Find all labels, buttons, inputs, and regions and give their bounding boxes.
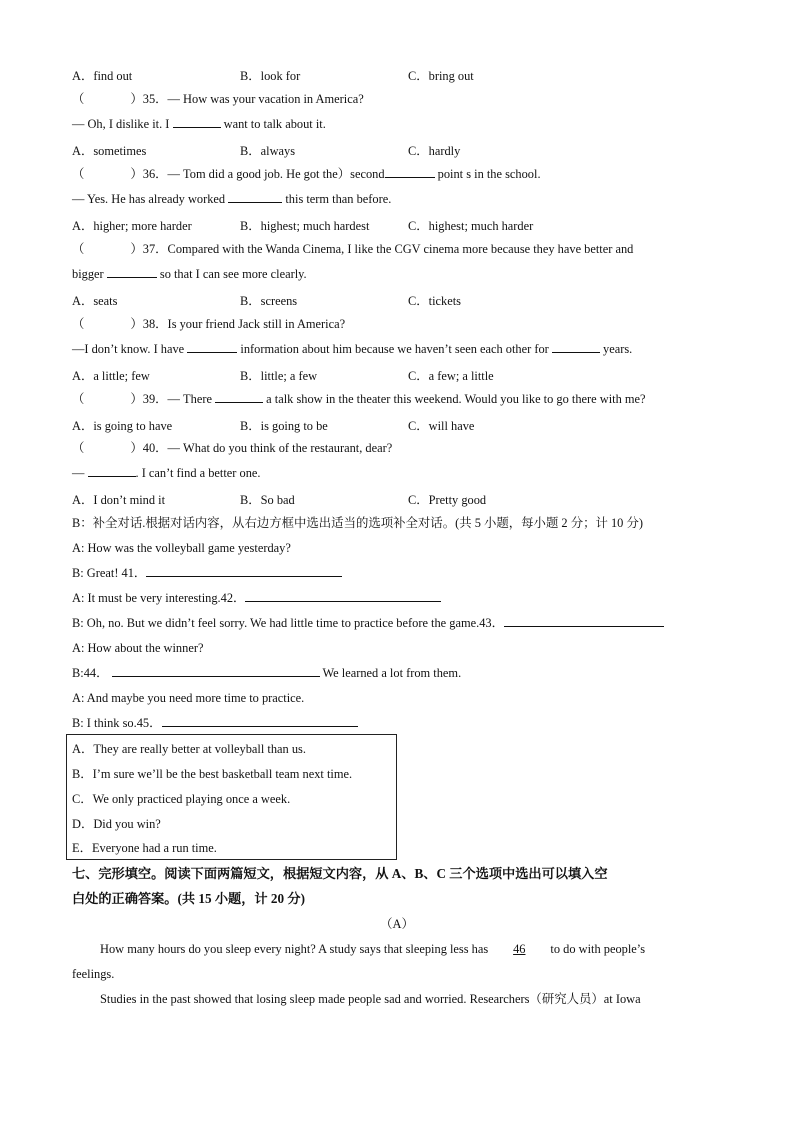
dialogue-line: A: And maybe you need more time to practice.: [72, 691, 305, 705]
option-b: B．highest; much hardest: [240, 219, 370, 233]
option-c: C．tickets: [408, 294, 461, 308]
box-option-a: A．They are really better at volleyball than us.: [72, 742, 306, 756]
option-c: C．highest; much harder: [408, 219, 534, 233]
option-b: B．always: [240, 144, 296, 158]
option-a: A．sometimes: [72, 144, 147, 158]
passage-label: （A）: [380, 917, 414, 931]
option-b: B．little; a few: [240, 369, 318, 383]
answer-blank[interactable]: [552, 341, 600, 353]
box-option-b: B．I’m sure we’ll be the best basketball team next time.: [72, 767, 353, 781]
dialogue-line: A: How about the winner?: [72, 641, 204, 655]
answer-blank-41[interactable]: [146, 565, 342, 577]
question-38-stem: （ ）38．Is your friend Jack still in America?: [72, 317, 346, 331]
option-a: A．higher; more harder: [72, 219, 192, 233]
section-b-heading: B：补全对话.根据对话内容，从右边方框中选出适当的选项补全对话。(共 5 小题，每小题 2 分；计 10 分): [72, 516, 643, 530]
option-a: A．seats: [72, 294, 118, 308]
option-b: B．look for: [240, 69, 301, 83]
section-7-heading-cont: 白处的正确答案。(共 15 小题，计 20 分): [72, 891, 305, 906]
option-a: A．find out: [72, 69, 133, 83]
question-35-line2: — Oh, I dislike it. I want to talk about it.: [72, 117, 326, 131]
option-c: C．Pretty good: [408, 493, 487, 507]
dialogue-line: B: I think so.45．: [72, 715, 358, 731]
answer-blank[interactable]: [88, 465, 136, 477]
question-40-line2: — . I can’t find a better one.: [72, 466, 261, 480]
box-option-e: E．Everyone had a run time.: [72, 841, 217, 855]
passage-paragraph: How many hours do you sleep every night? A study says that sleeping less has 46 to do with people’s: [100, 942, 646, 956]
answer-blank-42[interactable]: [245, 590, 441, 602]
answer-blank-45[interactable]: [162, 715, 358, 727]
option-c: C．will have: [408, 419, 475, 433]
question-40-stem: （ ）40．— What do you think of the restaurant, dear?: [72, 441, 393, 455]
answer-blank[interactable]: [173, 116, 221, 128]
answer-blank[interactable]: [187, 341, 237, 353]
question-37-stem: （ ）37．Compared with the Wanda Cinema, I like the CGV cinema more because they have better and: [72, 242, 634, 256]
answer-blank-44[interactable]: [112, 665, 320, 677]
box-option-c: C．We only practiced playing once a week.: [72, 792, 291, 806]
dialogue-line: A: How was the volleyball game yesterday?: [72, 541, 291, 555]
question-37-line2: bigger so that I can see more clearly.: [72, 267, 307, 281]
dialogue-line: A: It must be very interesting.42．: [72, 590, 441, 606]
option-c: C．a few; a little: [408, 369, 494, 383]
question-36-stem: （ ）36．— Tom did a good job. He got the）second point s in the school.: [72, 167, 541, 181]
paren: （: [72, 92, 85, 106]
option-a: A．is going to have: [72, 419, 173, 433]
passage-paragraph: Studies in the past showed that losing sleep made people sad and worried. Researchers（研究人员）at Iowa: [100, 992, 641, 1006]
question-35-stem: （ ）35．— How was your vacation in America?: [72, 92, 364, 106]
dialogue-line: B:44． We learned a lot from them.: [72, 666, 462, 680]
option-b: B．is going to be: [240, 419, 328, 433]
option-a: A．I don’t mind it: [72, 493, 166, 507]
answer-blank[interactable]: [385, 166, 435, 178]
option-b: B．So bad: [240, 493, 295, 507]
option-a: A．a little; few: [72, 369, 150, 383]
option-b: B．screens: [240, 294, 298, 308]
answer-blank[interactable]: [107, 266, 157, 278]
box-option-d: D．Did you win?: [72, 817, 161, 831]
passage-paragraph-cont: feelings.: [72, 967, 115, 981]
option-c: C．bring out: [408, 69, 474, 83]
question-39-stem: （ ）39．— There a talk show in the theater this weekend. Would you like to go there with me?: [72, 392, 646, 406]
cloze-blank-46[interactable]: 46: [513, 942, 526, 956]
dialogue-line: B: Oh, no. But we didn’t feel sorry. We had little time to practice before the game.43．: [72, 615, 664, 631]
dialogue-line: B: Great! 41．: [72, 565, 342, 581]
answer-blank-43[interactable]: [504, 615, 664, 627]
section-7-heading: 七、完形填空。阅读下面两篇短文，根据短文内容，从 A、B、C 三个选项中选出可以填入空: [72, 866, 608, 881]
answer-blank[interactable]: [215, 391, 263, 403]
option-c: C．hardly: [408, 144, 461, 158]
question-38-line2: —I don’t know. I have information about him because we haven’t seen each other for years.: [72, 342, 633, 356]
answer-blank[interactable]: [228, 191, 282, 203]
question-36-line2: — Yes. He has already worked this term than before.: [72, 192, 392, 206]
